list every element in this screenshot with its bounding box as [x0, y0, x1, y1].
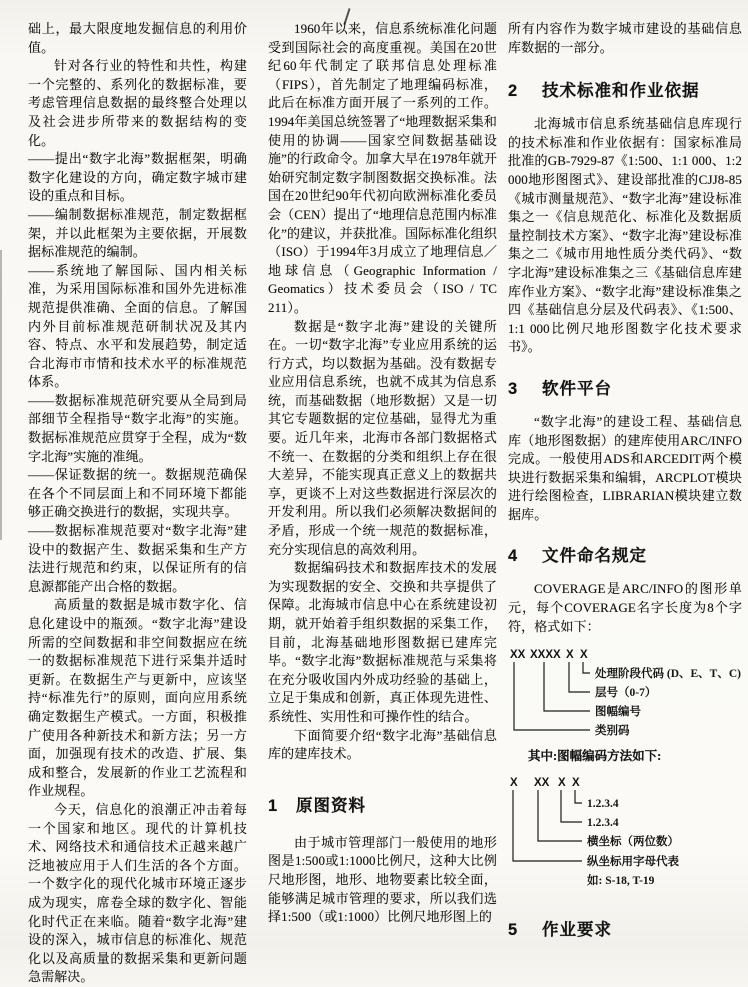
scan-edge-streak: [0, 250, 2, 540]
paragraph: 今天，信息化的浪潮正冲击着每一个国家和地区。现代的计算机技术、网络技术和通信技术正越来越广泛地被应用于人们生活的各个方面。一个数字化的现代化城市环境正逐步成为现实，席卷全球的数字化、智能化时代正在来临。随着“数字北海”建设的深入，城市信息的标准化、规范化以及高质量的数据采集和更新问题急需解决。: [28, 801, 247, 985]
name-format-group: XXXX: [530, 649, 561, 662]
sheet-format-group: X: [510, 777, 518, 790]
paragraph: 所有内容作为数字城市建设的基础信息库数据的一部分。: [508, 21, 742, 55]
name-format-group: X: [580, 649, 588, 662]
name-format-group: X: [566, 649, 574, 662]
connector-line: [583, 662, 590, 673]
paragraph: 数据是“数字北海”建设的关键所在。一切“数字北海”专业应用系统的运行方式，均以数据为基础。没有数据专业应用信息系统，也就不成其为信息系统，而基础数据（地形数据）又是一切其它专题数据的定位基础，显得尤为重要。近几年来，北海市各部门数据格式不统一、在数据的分类和组织上存在很大差异，不能实现真正意义上的数据共享，更谈不上对这些数据进行深层次的开发利用。所以我们必须解决数据间的矛盾，形成一个统一规范的数据标准，充分实现信息的高效利用。: [268, 318, 497, 557]
section-title: 软件平台: [542, 379, 612, 398]
connector-line: [513, 790, 582, 861]
dash-paragraph: ——编制数据标准规范，制定数据框架，并以此框架为主要依据，开展数据标准规范的编制。: [28, 206, 247, 260]
diagram-label: 类别码: [595, 725, 630, 738]
column-middle: [268, 20, 497, 927]
dash-paragraph: ——系统地了解国际、国内相关标准，为采用国际标准和国外先进标准规范提供准确、全面的信息。了解国内外目前标准规范研制状况及其内容、特点、水平和发展趋势，制定适合北海市市情和技术水平的标准规范体系。: [28, 262, 247, 390]
diagram-label: 横坐标（两位数）: [587, 836, 679, 849]
section-title: 原图资料: [296, 796, 366, 815]
connector-line: [569, 662, 590, 692]
dash-paragraph: ——保证数据的统一。数据规范确保在各个不同层面上和不同环境下都能够正确交换进行的数据，实现共享。: [28, 467, 247, 520]
diagram-label: 图幅编号: [595, 706, 641, 719]
diagram-label: 1.2.3.4: [587, 798, 619, 811]
dash-paragraph: ——提出“数字北海”数据框架，明确数字化建设的方向，确定数字城市建设的重点和目标。: [28, 151, 247, 204]
section-heading-5: [508, 916, 742, 940]
section-number: 2: [508, 82, 519, 101]
paragraph: “数字北海”的建设工程、基础信息库（地形图数据）的建库使用ARC/INFO完成。一般使用ADS和ARCEDIT两个模块进行数据采集和编辑，ARCPLOT模块进行绘图检查，LIBRARIAN模块建立数据库。: [508, 413, 742, 522]
connector-line: [514, 662, 590, 730]
section-number: 1: [268, 796, 279, 815]
section-title: 作业要求: [542, 921, 612, 940]
column-left: [28, 20, 247, 987]
paragraph: 北海城市信息系统基础信息库现行的技术标准和作业依据有：国家标准局批准的GB-7929-87《1:500、1:1 000、1:2 000地形图图式》、建设部批准的CJJ8-85《城市测量规范》、“数字北海”建设标准集之一《信息规范化、标准化及数据质量控制技术方案》、“数字北海”建设标准集之二《城市用地性质分类代码》、“数字北海”建设标准集之三《基础信息库建库作业方案》、“数字北海”建设标准集之四《基础信息分层及代码表》、《1:500、1:1 000比例尺地形图数字化技术要求书》。: [508, 116, 742, 355]
paragraph: 高质量的数据是城市数字化、信息化建设中的瓶颈。“数字北海”建设所需的空间数据和非空间数据应在统一的数据标准规范下进行采集并适时更新。在数据生产与更新中，应该坚持“标准先行”的原则，面向应用系统确定数据生产模式。一方面，积极推广使用各种新技术和新方法；另一方面，加强现有技术的改造、扩展、集成和整合，发展新的作业工艺流程和作业规程。: [28, 597, 247, 799]
sheet-coding-note: 其中:图幅编码方法如下:: [528, 749, 662, 764]
dash-paragraph: ——数据标准规范要对“数字北海”建设中的数据产生、数据采集和生产方法进行规范和约束，以保证所有的信息源都能产出合格的数据。: [28, 523, 247, 594]
paragraph: 下面简要介绍“数字北海”基础信息库的建库技术。: [268, 727, 497, 762]
coverage-naming-diagram: [508, 646, 742, 742]
connector-line: [575, 790, 582, 803]
paragraph: COVERAGE是ARC/INFO的图形单元，每个COVERAGE名字长度为8个字符，格式如下：: [508, 581, 742, 634]
section-number: 5: [508, 921, 519, 940]
section-number: 3: [508, 379, 519, 398]
section-heading-4: [508, 542, 742, 566]
diagram-label: 处理阶段代码 (D、E、T、C): [595, 668, 741, 681]
sheet-coding-diagram: [508, 774, 742, 890]
paragraph: 由于城市管理部门一般使用的地形图是1:500或1:1000比例尺，这种大比例尺地形图，地形、地物要素比较全面，能够满足城市管理的要求，所以我们选择1:500（或1:1000）比例尺地形图上的: [268, 834, 497, 925]
section-heading-2: [508, 77, 742, 101]
diagram-example: 如: S-18, T-19: [587, 875, 655, 888]
section-number: 4: [508, 547, 519, 566]
section-heading-1: [268, 792, 497, 816]
paragraph: 数据编码技术和数据库技术的发展为实现数据的安全、交换和共享提供了保障。北海城市信息中心在系统建设初期，就开始着手组织数据的采集工作，目前，北海基础地形图数据已建库完毕。“数字北海”数据标准规范与采集将在充分吸收国内外成功经验的基础上，立足于集成和创新，真正体现先进性、系统性、实用性和可操作性的结合。: [268, 560, 497, 724]
diagram-label: 层号（0-7）: [595, 687, 657, 700]
section-title: 技术标准和作业依据: [542, 82, 700, 101]
diagram-label: 纵坐标用字母代表: [587, 856, 679, 869]
paragraph: 1960年以来，信息系统标准化问题受到国际社会的高度重视。美国在20世纪60年代制定了联邦信息处理标准（FIPS），首先制定了地理编码标准，此后在标准方面开展了一系列的工作。1994年美国总统签署了“地理数据采集和使用的协调——国家空间数据基础设施”的行政命令。加拿大早在1978年就开始研究制定数字制图数据交换标准。法国在20世纪90年代初向欧洲标准化委员会（CEN）提出了“地理信息范围内标准化”的建议，并获批准。国际标准化组织（ISO）于1994年3月成立了地理信息／地球信息（Geographic Information / Geomatics）技术委员会（ISO / TC 211）。: [268, 21, 497, 315]
name-format-group: XX: [510, 649, 526, 662]
sheet-format-group: X: [558, 777, 566, 790]
connector-line: [561, 790, 582, 822]
column-right: [508, 20, 742, 954]
diagram-label: 1.2.3.4: [587, 817, 619, 830]
paragraph: 针对各行业的特性和共性，构建一个完整的、系列化的数据标准，要考虑管理信息数据的最终整合处理以及社会进步所带来的数据结构的变化。: [28, 58, 247, 148]
sheet-format-group: X: [572, 777, 580, 790]
section-heading-3: [508, 375, 742, 399]
paragraph: 础上，最大限度地发掘信息的利用价值。: [28, 21, 247, 55]
section-title: 文件命名规定: [542, 547, 647, 566]
sheet-format-group: XX: [534, 777, 550, 790]
dash-paragraph: ——数据标准规范研究要从全局到局部细节全程指导“数字北海”的实施。数据标准规范应贯穿于全程，成为“数字北海”实施的准绳。: [28, 392, 247, 464]
